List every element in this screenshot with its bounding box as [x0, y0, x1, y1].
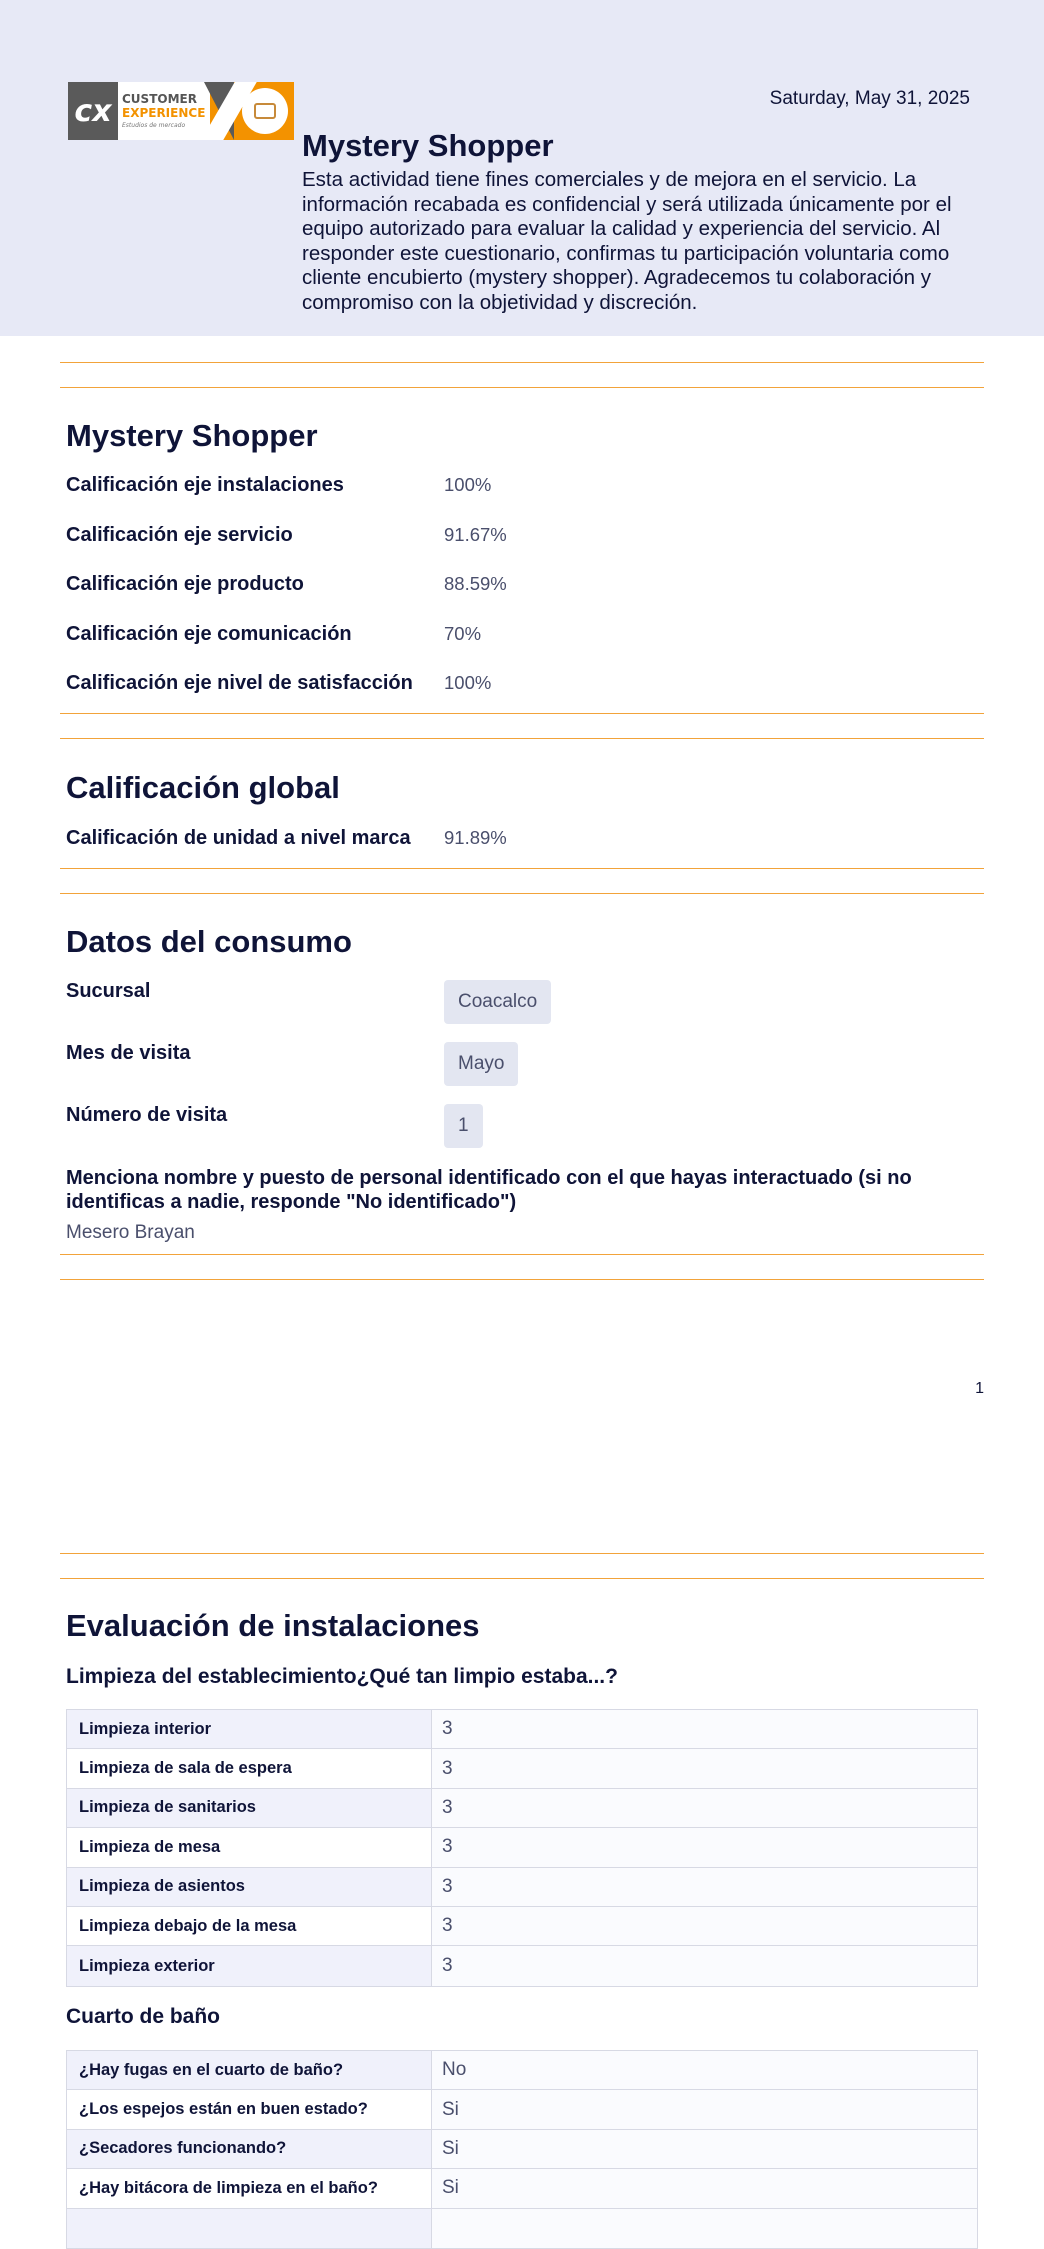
table-row — [67, 1828, 977, 1867]
table-cell-value: 3 — [432, 1828, 977, 1866]
report-date: Saturday, May 31, 2025 — [769, 88, 970, 109]
divider — [60, 713, 984, 714]
mes-value: Mayo — [444, 1042, 518, 1086]
logo-mark: cx — [68, 82, 118, 140]
table-cell-value: 3 — [432, 1868, 977, 1906]
table-cell-value: 3 — [432, 1907, 977, 1945]
limpieza-table — [66, 1709, 978, 1987]
table-row — [67, 1907, 977, 1946]
score-value: 100% — [444, 474, 492, 495]
numero-visita-label: Número de visita — [66, 1104, 228, 1126]
table-cell-label: ¿Los espejos están en buen estado? — [67, 2090, 432, 2128]
table-row — [67, 1946, 977, 1985]
table-cell-label: Limpieza de mesa — [67, 1828, 432, 1866]
table-row — [67, 2130, 977, 2169]
numero-visita-value: 1 — [444, 1104, 483, 1148]
score-label: Calificación eje servicio — [66, 524, 293, 546]
divider — [60, 738, 984, 739]
section-title-mystery: Mystery Shopper — [66, 418, 318, 453]
table-cell-label: Limpieza de asientos — [67, 1868, 432, 1906]
logo-text-customer: CUSTOMER — [122, 92, 197, 106]
table-cell-value: 3 — [432, 1946, 977, 1985]
table-cell-label — [67, 2209, 432, 2248]
logo-text-experience: EXPERIENCE — [122, 106, 206, 120]
table-row — [67, 1868, 977, 1907]
sucursal-value: Coacalco — [444, 980, 551, 1024]
table-row — [67, 1710, 977, 1749]
subsection-title-limpieza: Limpieza del establecimiento¿Qué tan limpio estaba...? — [66, 1665, 618, 1688]
divider — [60, 1553, 984, 1554]
table-cell-value: Si — [432, 2130, 977, 2168]
report-description: Esta actividad tiene fines comerciales y de mejora en el servicio. La información recabada es confidencial y será utilizada únicamente por el equipo autorizado para evaluar la calidad y experiencia del servicio. Al responder este cuestionario, confirmas tu participación voluntaria como cliente encubierto (mystery shopper). Agradecemos tu colaboración y compromiso con la objetividad y discreción. — [302, 168, 952, 314]
divider — [60, 387, 984, 388]
table-row — [67, 2209, 977, 2248]
table-cell-value: 3 — [432, 1710, 977, 1748]
table-cell-label: ¿Hay bitácora de limpieza en el baño? — [67, 2169, 432, 2207]
table-cell-value — [432, 2209, 977, 2248]
score-value: 70% — [444, 623, 482, 644]
report-header — [0, 0, 1044, 336]
divider — [60, 868, 984, 869]
logo-tagline: Estudios de mercado — [122, 122, 186, 129]
table-cell-label: Limpieza de sala de espera — [67, 1749, 432, 1787]
score-label: Calificación eje comunicación — [66, 623, 352, 645]
section-title-global: Calificación global — [66, 770, 340, 805]
personal-label: Menciona nombre y puesto de personal identificado con el que hayas interactuado (si no identificas a nadie, responde "No identificado") — [66, 1167, 912, 1213]
score-value: 88.59% — [444, 573, 507, 594]
table-cell-value: No — [432, 2051, 977, 2089]
global-score-label: Calificación de unidad a nivel marca — [66, 827, 411, 849]
logo-band — [210, 82, 294, 140]
divider — [60, 1279, 984, 1280]
section-title-instalaciones: Evaluación de instalaciones — [66, 1608, 480, 1643]
score-label: Calificación eje instalaciones — [66, 474, 344, 496]
divider — [60, 1254, 984, 1255]
section-title-consumo: Datos del consumo — [66, 924, 352, 959]
global-score-value: 91.89% — [444, 827, 507, 848]
score-label: Calificación eje nivel de satisfacción — [66, 672, 413, 694]
company-logo — [68, 82, 294, 140]
report-title: Mystery Shopper — [302, 128, 554, 163]
logo-badge-icon — [242, 88, 288, 134]
table-cell-value: 3 — [432, 1789, 977, 1827]
table-row — [67, 1749, 977, 1788]
table-cell-label: Limpieza exterior — [67, 1946, 432, 1985]
table-cell-value: Si — [432, 2169, 977, 2207]
page-number: 1 — [975, 1380, 984, 1397]
table-cell-label: ¿Secadores funcionando? — [67, 2130, 432, 2168]
table-row — [67, 2090, 977, 2129]
score-value: 91.67% — [444, 524, 507, 545]
divider — [60, 893, 984, 894]
subsection-title-bano: Cuarto de baño — [66, 2005, 221, 2028]
divider — [60, 362, 984, 363]
table-cell-label: ¿Hay fugas en el cuarto de baño? — [67, 2051, 432, 2089]
table-row — [67, 1789, 977, 1828]
score-label: Calificación eje producto — [66, 573, 304, 595]
mes-label: Mes de visita — [66, 1042, 191, 1064]
personal-value: Mesero Brayan — [66, 1222, 195, 1243]
table-cell-value: Si — [432, 2090, 977, 2128]
table-cell-label: Limpieza debajo de la mesa — [67, 1907, 432, 1945]
divider — [60, 1578, 984, 1579]
table-cell-label: Limpieza interior — [67, 1710, 432, 1748]
table-row — [67, 2169, 977, 2208]
table-cell-label: Limpieza de sanitarios — [67, 1789, 432, 1827]
table-row — [67, 2051, 977, 2090]
bano-table — [66, 2050, 978, 2249]
sucursal-label: Sucursal — [66, 980, 151, 1002]
table-cell-value: 3 — [432, 1749, 977, 1787]
score-value: 100% — [444, 672, 492, 693]
